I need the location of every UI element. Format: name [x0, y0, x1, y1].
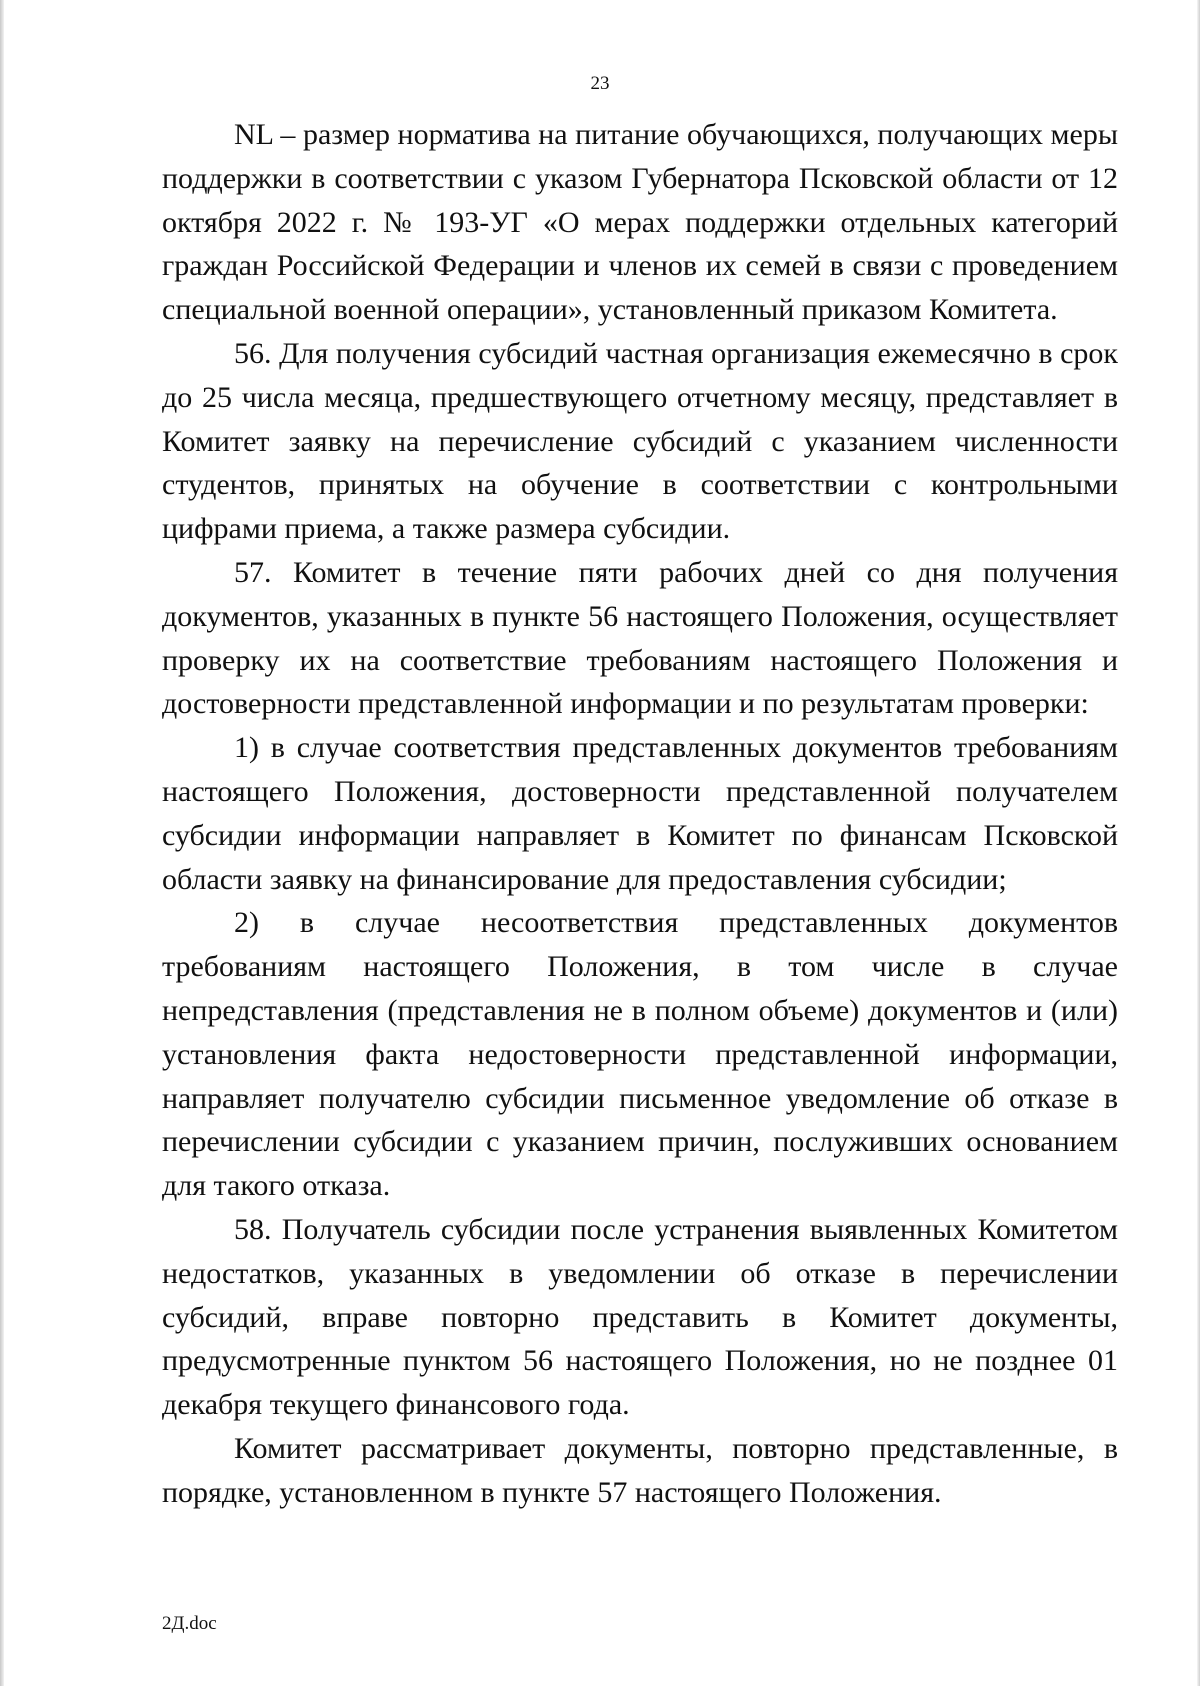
paragraph-57-item-2: 2) в случае несоответствия представленных документов требованиям настоящего Положения, в том числе в случае непредставления (представления не в полном объеме) документов и (или) установления факта недостоверности представленной информации, направляет получателю субсидии письменное уведомление об отказе в перечислении субсидии с указанием причин, послуживших основанием для такого отказа. [162, 906, 1118, 1203]
paragraph-57: 57. Комитет в течение пяти рабочих дней со дня получения документов, указанных в пункте 56 настоящего Положения, осуществляет проверку их на соответствие требованиям настоящего Положения и достоверности представленной информации и по результатам проверки: [162, 555, 1118, 721]
scan-edge-left [0, 0, 4, 1686]
paragraph-56: 56. Для получения субсидий частная организация ежемесячно в срок до 25 числа месяца, предшествующего отчетному месяцу, представляет в Комитет заявку на перечисление субсидий с указанием численности студентов, принятых на обучение в соответствии с контрольными цифрами приема, а также размера субсидии. [162, 336, 1118, 546]
paragraph-57-item-1: 1) в случае соответствия представленных документов требованиям настоящего Положения, достоверности представленной получателем субсидии информации направляет в Комитет по финансам Псковской области заявку на финансирование для предоставления субсидии; [162, 731, 1118, 896]
page-number: 23 [590, 73, 610, 94]
paragraph-58-continuation: Комитет рассматривает документы, повторно представленные, в порядке, установленном в пункте 57 настоящего Положения. [162, 1431, 1118, 1509]
paragraph-nl-definition: NL – размер норматива на питание обучающихся, получающих меры поддержки в соответствии с указом Губернатора Псковской области от 12 октября 2022 г. № 193-УГ «О мерах поддержки отдельных категорий граждан Российской Федерации и членов их семей в связи с проведением специальной военной операции», установленный приказом Комитета. [162, 118, 1118, 327]
footer-filename: 2Д.doc [162, 1613, 217, 1634]
paragraph-58: 58. Получатель субсидии после устранения выявленных Комитетом недостатков, указанных в уведомлении об отказе в перечислении субсидий, вправе повторно представить в Комитет документы, предусмотренные пунктом 56 настоящего Положения, но не позднее 01 декабря текущего финансового года. [162, 1212, 1118, 1422]
document-body [162, 113, 1118, 1515]
